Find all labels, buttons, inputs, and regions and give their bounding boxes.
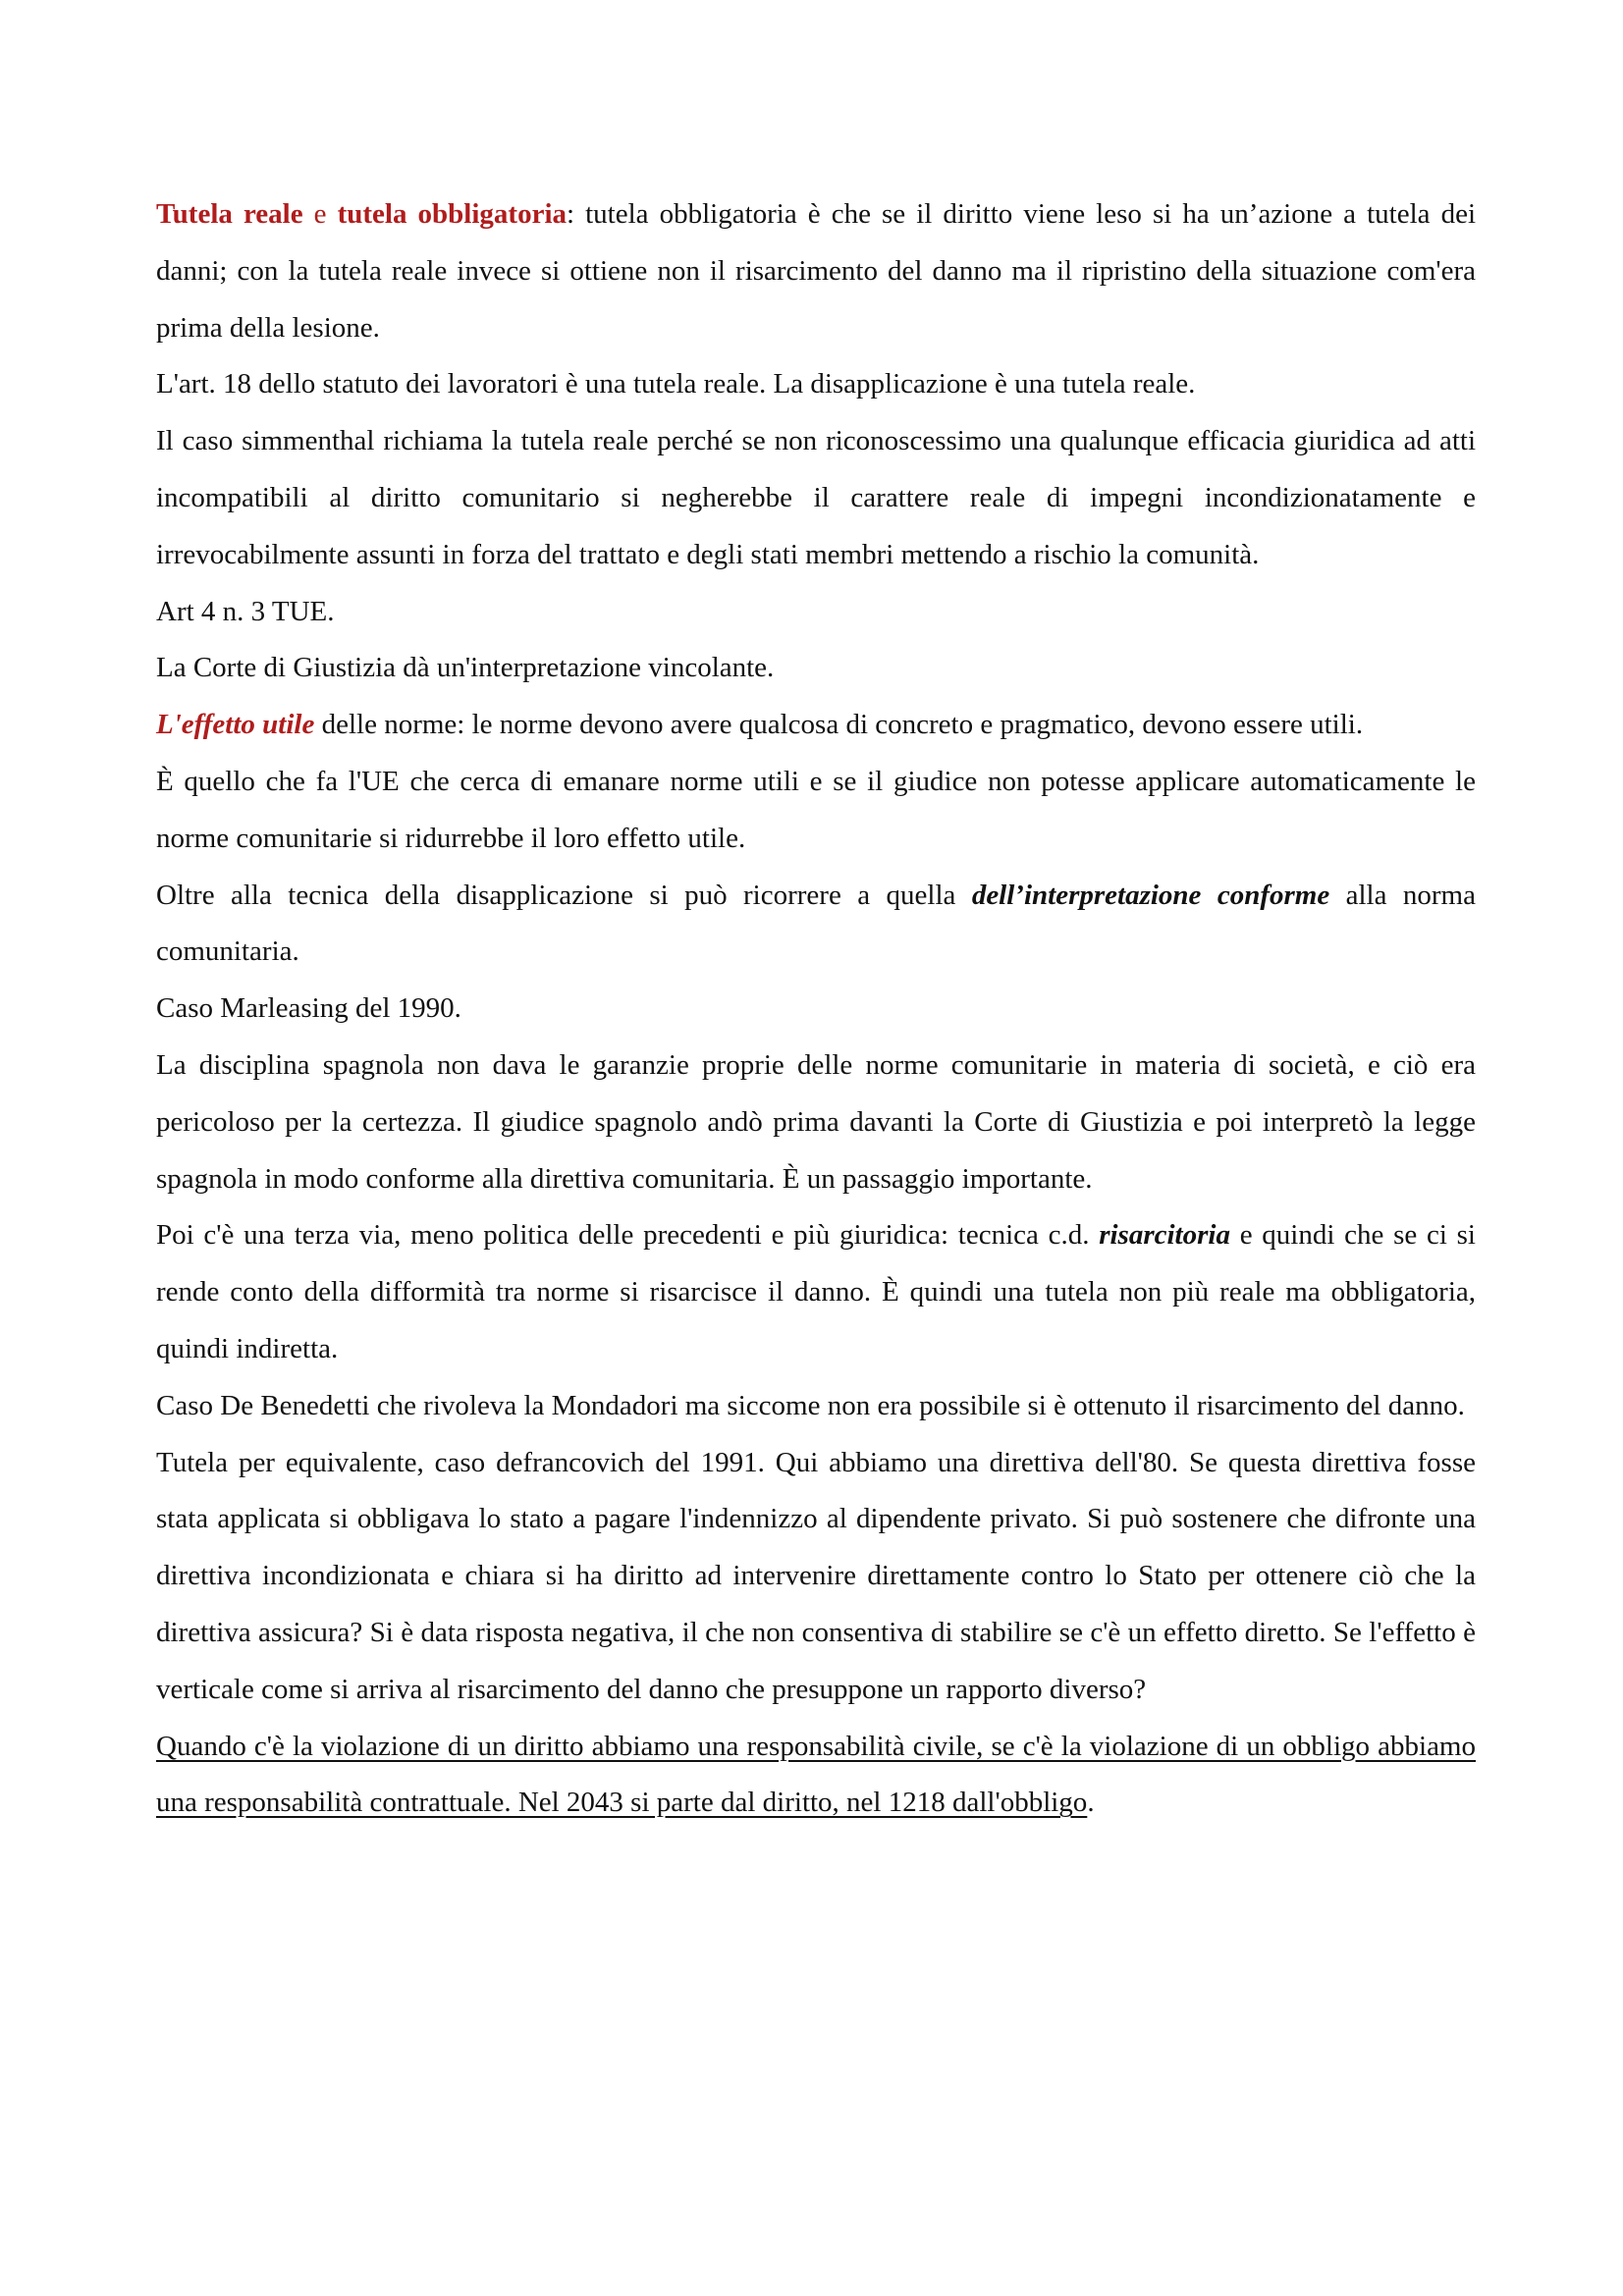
paragraph-de-benedetti: Caso De Benedetti che rivoleva la Mondadori ma siccome non era possibile si è ottenuto il risarcimento del danno. [156, 1389, 1465, 1421]
paragraph-defrancovich: Tutela per equivalente, caso defrancovich del 1991. Qui abbiamo una direttiva dell'80. Se questa direttiva fosse stata applicata si obbligava lo stato a pagare l'indennizzo al dipendente privato. Si può sostenere che difronte una direttiva incondizionata e chiara si ha diritto ad intervenire direttamente contro lo Stato per ottenere ciò che la direttiva assicura? Si è data risposta negativa, il che non consentiva di stabilire se c'è un effetto diretto. Se l'effetto è verticale come si arriva al risarcimento del danno che presuppone un rapporto diverso? [156, 1446, 1476, 1705]
paragraph-text: alla norma comunitaria. [156, 879, 1476, 968]
paragraph-simmenthal: Il caso simmenthal richiama la tutela reale perché se non riconoscessimo una qualunque efficacia giuridica ad atti incompatibili al diritto comunitario si negherebbe il carattere reale di impegni incondizionatamente e irrevocabilmente assunti in forza del trattato e degli stati membri mettendo a rischio la comunità. [156, 425, 1476, 570]
heading-effetto-utile: L'effetto utile [156, 709, 315, 741]
heading-connector: e [302, 198, 338, 230]
heading-tutela-obbligatoria: tutela obbligatoria [337, 198, 567, 230]
paragraph-disciplina-spagnola: La disciplina spagnola non dava le garanzie proprie delle norme comunitarie in materia di società, e ciò era pericoloso per la certezza. Il giudice spagnolo andò prima davanti la Corte di Giustizia e poi interpretò la legge spagnola in modo conforme alla direttiva comunitaria. È un passaggio importante. [156, 1048, 1476, 1195]
paragraph-marleasing: Caso Marleasing del 1990. [156, 992, 461, 1025]
paragraph-tutela [156, 187, 1476, 356]
paragraph-art18: L'art. 18 dello statuto dei lavoratori è una tutela reale. La disapplicazione è una tutela reale. [156, 368, 1196, 400]
paragraph-effetto-utile [156, 697, 1476, 754]
paragraph-art4: Art 4 n. 3 TUE. [156, 595, 335, 627]
paragraph-terza-via [156, 1207, 1476, 1377]
paragraph-interpretazione-conforme [156, 868, 1476, 982]
paragraph-text: Oltre alla tecnica della disapplicazione si può ricorrere a quella [156, 879, 972, 911]
paragraph-text: delle norme: le norme devono avere qualcosa di concreto e pragmatico, devono essere utili. [314, 709, 1364, 741]
paragraph-text: : tutela obbligatoria è che se il diritto viene leso si ha un’azione a tutela dei danni; con la tutela reale invece si ottiene non il risarcimento del danno ma il ripristino della situazione com'era prima della lesione. [156, 198, 1476, 344]
document-body [156, 187, 1476, 1832]
paragraph-text: Poi c'è una terza via, meno politica delle precedenti e più giuridica: tecnica c.d. [156, 1219, 1100, 1252]
paragraph-ue-norme-utili: È quello che fa l'UE che cerca di emanare norme utili e se il giudice non potesse applicare automaticamente le norme comunitarie si ridurrebbe il loro effetto utile. [156, 765, 1476, 854]
underlined-statement: Quando c'è la violazione di un diritto abbiamo una responsabilità civile, se c'è la violazione di un obbligo abbiamo una responsabilità contrattuale. Nel 2043 si parte dal diritto, nel 1218 dall'obbligo [156, 1730, 1476, 1819]
paragraph-text: . [1087, 1787, 1095, 1819]
paragraph-text: e quindi che se ci si rende conto della difformità tra norme si risarcisce il danno. È quindi una tutela non più reale ma obbligatoria, quindi indiretta. [156, 1219, 1476, 1364]
emphasis-risarcitoria: risarcitoria [1099, 1219, 1230, 1252]
paragraph-corte-giustizia: La Corte di Giustizia dà un'interpretazione vincolante. [156, 652, 775, 684]
emphasis-interpretazione-conforme: dell’interpretazione conforme [971, 879, 1330, 911]
heading-tutela-reale: Tutela reale [156, 198, 303, 230]
paragraph-responsabilita [156, 1719, 1476, 1833]
